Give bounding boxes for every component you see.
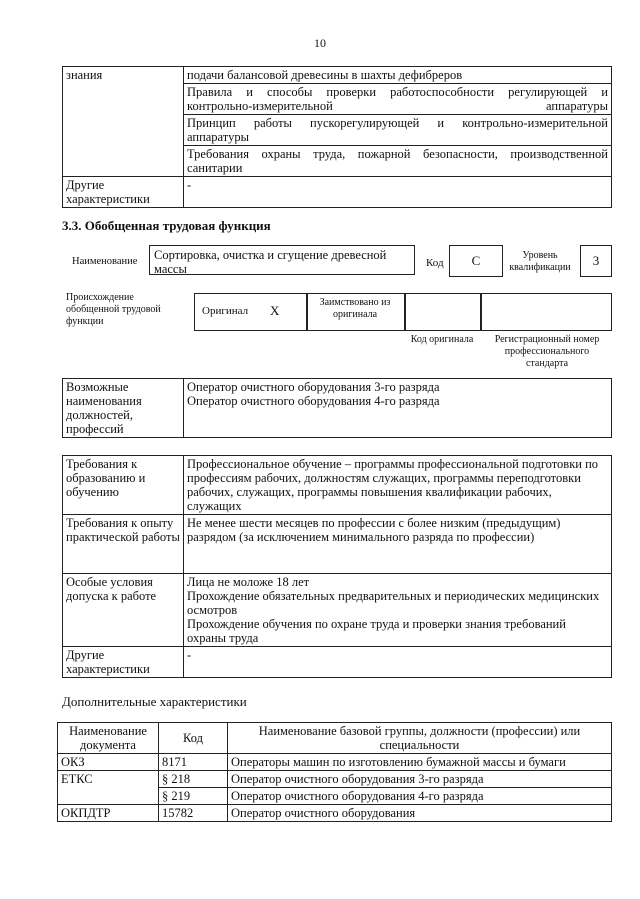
admission-label: Особые условия допуска к работе (63, 574, 184, 647)
cell-code: 8171 (159, 754, 228, 771)
cell-code: § 218 (159, 771, 228, 788)
experience-value: Не менее шести месяцев по профессии с более низким (предыдущим) разрядом (за исключением минимального разряда по профессии) (184, 515, 612, 574)
header-group-name: Наименование базовой группы, должности (профессии) или специальности (228, 723, 612, 754)
additional-table (57, 722, 612, 822)
requirements-table (62, 455, 612, 678)
other-characteristics-label: Другие характеристики (63, 177, 184, 208)
borrowed-label: Заимствовано из оригинала (319, 297, 391, 320)
admission-item: Прохождение обязательных предварительных и периодических медицинских осмотров (187, 589, 600, 617)
header-document: Наименование документа (58, 723, 159, 754)
origin-label: Происхождение обобщенной трудовой функции (66, 292, 161, 327)
other-label: Другие характеристики (63, 647, 184, 678)
reg-number-caption: Регистрационный номер профессионального стандарта (494, 334, 600, 369)
cell-document: ОКПДТР (58, 805, 159, 822)
experience-label: Требования к опыту практической работы (63, 515, 184, 574)
cell-name: Оператор очистного оборудования (228, 805, 612, 822)
code-value: С (449, 245, 503, 277)
table-row (58, 805, 612, 822)
table-row (58, 771, 612, 788)
page-number: 10 (314, 36, 326, 50)
education-value: Профессиональное обучение – программы профессиональной подготовки по профессиям рабочих, должностям служащих, программы переподготовки рабочих, служащих, программы повышения квалификации рабочих, служащих (184, 456, 612, 515)
other-value: - (184, 647, 612, 678)
code-original-caption: Код оригинала (410, 334, 474, 345)
cell-name: Оператор очистного оборудования 3-го разряда (228, 771, 612, 788)
knowledge-item: подачи балансовой древесины в шахты дефибреров (184, 67, 612, 84)
cell-document: ОКЗ (58, 754, 159, 771)
admission-item: Прохождение обучения по охране труда и проверки знания требований охраны труда (187, 617, 566, 645)
name-label: Наименование (72, 256, 138, 267)
positions-label: Возможные наименования должностей, профессий (63, 379, 184, 438)
cell-code: § 219 (159, 788, 228, 805)
other-characteristics-value: - (184, 177, 612, 208)
cell-document: ЕТКС (58, 771, 159, 805)
education-label: Требования к образованию и обучению (63, 456, 184, 515)
original-label: Оригинал (202, 305, 249, 317)
cell-code: 15782 (159, 805, 228, 822)
level-label: Уровень квалификации (509, 250, 571, 273)
table-row (58, 754, 612, 771)
position-item: Оператор очистного оборудования 3-го разряда (187, 380, 440, 394)
level-value: 3 (580, 245, 612, 277)
knowledge-item: Правила и способы проверки работоспособности регулирующей и контрольно-измерительной аппаратуры (184, 84, 612, 115)
code-label: Код (426, 257, 444, 269)
code-original-cell (404, 293, 482, 331)
function-name-value: Сортировка, очистка и сгущение древесной массы (149, 245, 415, 275)
knowledge-label: знания (63, 67, 184, 177)
knowledge-item: Требования охраны труда, пожарной безопасности, производственной санитарии (184, 146, 612, 177)
positions-table (62, 378, 612, 438)
reg-number-cell (480, 293, 612, 331)
header-code: Код (159, 723, 228, 754)
section-title: 3.3. Обобщенная трудовая функция (62, 218, 271, 233)
cell-name: Операторы машин по изготовлению бумажной массы и бумаги (228, 754, 612, 771)
cell-name: Оператор очистного оборудования 4-го разряда (228, 788, 612, 805)
position-item: Оператор очистного оборудования 4-го разряда (187, 394, 440, 408)
knowledge-item: Принцип работы пускорегулирующей и контрольно-измерительной аппаратуры (184, 115, 612, 146)
original-mark: X (270, 303, 280, 318)
knowledge-table (62, 66, 612, 208)
admission-item: Лица не моложе 18 лет (187, 575, 310, 589)
additional-title: Дополнительные характеристики (62, 694, 247, 709)
